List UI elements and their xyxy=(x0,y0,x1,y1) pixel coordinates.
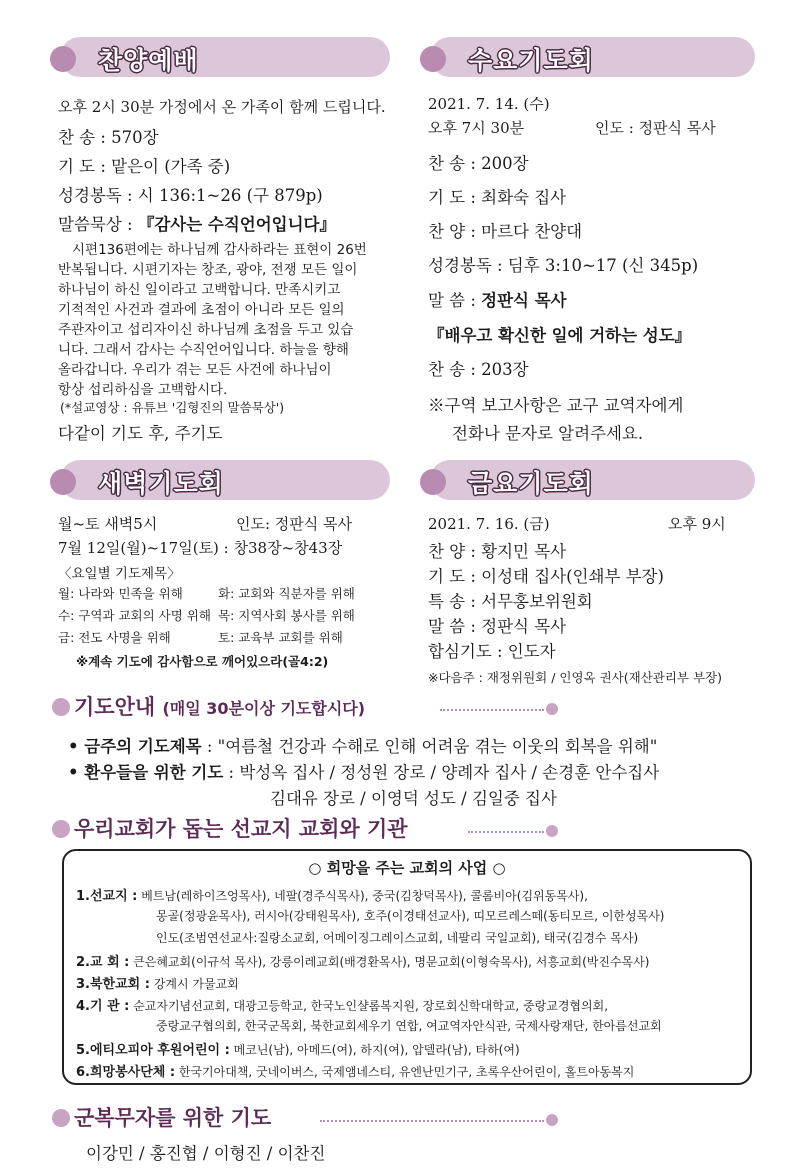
sunday-body-0: 시편136편에는 하나님께 감사하라는 표현이 26번 xyxy=(72,242,367,258)
mission-row-7 xyxy=(76,1039,520,1058)
section-dot-icon xyxy=(52,820,70,838)
sunday-body-5: 니다. 그래서 감사는 수직언어입니다. 하늘을 향해 xyxy=(58,342,349,358)
mission-row-7-label: 5.에티오피아 후원어린이 : xyxy=(76,1043,230,1058)
sunday-body-2: 하나님이 하신 일이라고 고백합니다. 만족시키고 xyxy=(58,282,341,298)
dawn-prayer-header xyxy=(60,460,390,500)
mission-row-1 xyxy=(156,907,664,924)
friday-line-1: 기 도 : 이성태 집사(인쇄부 부장) xyxy=(428,567,664,586)
bullet-dot-icon xyxy=(50,46,76,72)
sunday-sermon-title: 『감사는 수직언어입니다』 xyxy=(137,215,336,234)
wednesday-date: 2021. 7. 14. (수) xyxy=(428,95,550,113)
friday-line-3: 말 씀 : 정판식 목사 xyxy=(428,617,567,636)
prayer-guide-item-1 xyxy=(68,733,657,757)
wednesday-sermon-label: 말 씀 : xyxy=(428,291,482,310)
dotted-divider xyxy=(440,709,544,711)
mission-row-8-label: 6.희망봉사단체 : xyxy=(76,1065,176,1080)
missions-box-title: ○ 희망을 주는 교회의 사업 ○ xyxy=(308,859,506,877)
wednesday-leader: 인도 : 정판식 목사 xyxy=(595,119,716,137)
sunday-body-7: 항상 섭리하심을 고백합시다. xyxy=(58,382,228,398)
bullet-dot-icon xyxy=(420,46,446,72)
dawn-topics-header: 〈요일별 기도제목〉 xyxy=(58,566,181,582)
sunday-note: (*설교영상 : 유튜브 '김형진의 말씀묵상') xyxy=(60,400,285,415)
dawn-verse: ※계속 기도에 감사함으로 깨어있으라(골4:2) xyxy=(76,654,329,669)
mission-row-4-text: 강계시 가물교회 xyxy=(149,977,239,991)
prayer-guide-title: 기도안내 xyxy=(74,695,156,719)
dawn-topic-left-2: 금: 전도 사명을 위해 xyxy=(58,630,171,645)
divider-end-dot-icon xyxy=(546,825,558,837)
wednesday-hymn2: 찬 송 : 203장 xyxy=(428,360,529,379)
mission-row-1-text: 몽골(정광윤목사), 러시아(강태원목사), 호주(이경태선교사), 띠모르레스떼(동티모르, 이한성목사) xyxy=(156,909,665,923)
missions-heading: 우리교회가 돕는 선교지 교회와 기관 xyxy=(74,817,408,841)
mission-row-5-text: 순교자기념선교회, 대광고등학교, 한국노인샬롬복지원, 장로회신학대학교, 중랑교경협의회, xyxy=(129,999,609,1013)
missions-box xyxy=(62,849,752,1085)
prayer-guide-item-2-cont: 김대유 장로 / 이영덕 성도 / 김일중 집사 xyxy=(270,789,557,808)
section-dot-icon xyxy=(52,1109,70,1127)
prayer-guide-item-1-text: : "여름철 건강과 수해로 인해 어려움 겪는 이웃의 회복을 위해" xyxy=(201,737,658,756)
sunday-closing: 다같이 기도 후, 주기도 xyxy=(58,424,223,443)
mission-row-7-text: 메코닌(남), 아메드(여), 하지(여), 압델라(남), 타하(여) xyxy=(229,1043,520,1057)
prayer-guide-item-1-label: • 금주의 기도제목 xyxy=(68,737,202,756)
dawn-topic-right-0: 화: 교회와 직분자를 위해 xyxy=(218,586,355,601)
wednesday-line-2: 찬 양 : 마르다 찬양대 xyxy=(428,222,583,241)
wednesday-sermon-title: 『배우고 확신한 일에 거하는 성도』 xyxy=(428,326,692,345)
wednesday-prayer-title: 수요기도회 xyxy=(468,46,594,75)
dawn-topic-left-0: 월: 나라와 민족을 위해 xyxy=(58,586,183,601)
mission-row-4-label: 3.북한교회 : xyxy=(76,977,150,992)
wednesday-line-3: 성경봉독 : 딤후 3:10~17 (신 345p) xyxy=(428,256,699,275)
mission-row-3 xyxy=(76,951,649,970)
dawn-range: 7월 12일(월)~17일(토) : 창38장~창43장 xyxy=(58,539,343,557)
friday-date: 2021. 7. 16. (금) xyxy=(428,515,550,533)
friday-next-week: ※다음주 : 재정위원회 / 인영옥 권사(재산관리부 부장) xyxy=(428,670,722,685)
mission-row-2-text: 인도(조범연선교사:질랑소교회, 어메이징그레이스교회, 네팔리 국일교회), 태국(김경수 목사) xyxy=(156,931,639,945)
prayer-guide-subtitle: (매일 30분이상 기도합시다) xyxy=(162,699,366,718)
dotted-divider xyxy=(320,1120,544,1122)
friday-line-2: 특 송 : 서무홍보위원회 xyxy=(428,592,593,611)
friday-line-0: 찬 양 : 황지민 목사 xyxy=(428,542,567,561)
dawn-schedule: 월~토 새벽5시 xyxy=(58,515,158,533)
mission-row-0 xyxy=(76,885,588,904)
wednesday-time: 오후 7시 30분 xyxy=(428,119,525,137)
divider-end-dot-icon xyxy=(546,703,558,715)
dawn-prayer-title: 새벽기도회 xyxy=(98,469,224,498)
mission-row-3-text: 큰은혜교회(이규석 목사), 강릉이레교회(배경환목사), 명문교회(이형숙목사), 서흥교회(박진수목사) xyxy=(129,955,650,969)
mission-row-6-text: 중랑교구협의회, 한국군목회, 북한교회세우기 연합, 여교역자안식관, 국제사랑재단, 한아름선교회 xyxy=(156,1019,662,1033)
dotted-divider xyxy=(468,831,544,833)
wednesday-notice-2: 전화나 문자로 알려주세요. xyxy=(452,424,644,443)
mission-row-2 xyxy=(156,929,638,946)
sunday-sermon xyxy=(58,211,336,235)
military-heading: 군복무자를 위한 기도 xyxy=(74,1106,272,1130)
prayer-guide-item-2-text: : 박성옥 집사 / 정성원 장로 / 양례자 집사 / 손경훈 안수집사 xyxy=(223,763,660,782)
prayer-guide-item-2 xyxy=(68,759,659,783)
prayer-guide-heading xyxy=(74,691,365,721)
friday-time: 오후 9시 xyxy=(668,515,726,533)
wednesday-sermon xyxy=(428,287,567,311)
mission-row-8-text: 한국기아대책, 굿네이버스, 국제앰네스티, 유엔난민기구, 초록우산어린이, 홀트아동복지 xyxy=(175,1065,635,1079)
sunday-body-3: 기적적인 사건과 결과에 초점이 아니라 모든 일의 xyxy=(58,302,345,318)
sunday-sermon-label: 말씀묵상 : xyxy=(58,215,138,234)
dawn-leader: 인도: 정판식 목사 xyxy=(236,515,353,533)
sunday-worship-title: 찬양예배 xyxy=(98,46,199,75)
mission-row-8 xyxy=(76,1061,634,1080)
wednesday-prayer-header xyxy=(430,37,755,77)
dawn-topic-right-2: 토: 교육부 교회를 위해 xyxy=(218,630,343,645)
prayer-guide-item-2-label: • 환우들을 위한 기도 xyxy=(68,763,224,782)
mission-row-6 xyxy=(156,1017,662,1034)
bullet-dot-icon xyxy=(50,469,76,495)
mission-row-0-text: 베트남(레하이즈엉목사), 네팔(경주식목사), 중국(김창덕목사), 콜롬비아(김위동목사), xyxy=(137,889,588,903)
mission-row-4 xyxy=(76,973,239,992)
wednesday-notice-1: ※구역 보고사항은 교구 교역자에게 xyxy=(428,396,684,415)
friday-prayer-title: 금요기도회 xyxy=(468,469,594,498)
mission-row-5 xyxy=(76,995,608,1014)
dawn-topic-right-1: 목: 지역사회 봉사를 위해 xyxy=(218,608,355,623)
military-names: 이강민 / 홍진협 / 이형진 / 이찬진 xyxy=(86,1144,326,1163)
dawn-topic-left-1: 수: 구역과 교회의 사명 위해 xyxy=(58,608,211,623)
wednesday-line-1: 기 도 : 최화숙 집사 xyxy=(428,188,567,207)
sunday-line-3: 성경봉독 : 시 136:1~26 (구 879p) xyxy=(58,186,323,205)
wednesday-line-0: 찬 송 : 200장 xyxy=(428,154,529,173)
wednesday-sermon-preacher: 정판식 목사 xyxy=(481,291,567,310)
sunday-line-0: 오후 2시 30분 가정에서 온 가족이 함께 드립니다. xyxy=(58,98,386,116)
friday-prayer-header xyxy=(430,460,755,500)
section-dot-icon xyxy=(52,698,70,716)
mission-row-0-label: 1.선교지 : xyxy=(76,889,138,904)
sunday-line-2: 기 도 : 맡은이 (가족 중) xyxy=(58,157,231,176)
sunday-body-4: 주관자이고 섭리자이신 하나님께 초점을 두고 있습 xyxy=(58,322,354,338)
sunday-worship-header xyxy=(60,37,390,77)
mission-row-3-label: 2.교 회 : xyxy=(76,955,130,970)
sunday-body-1: 반복됩니다. 시편기자는 창조, 광야, 전쟁 모든 일이 xyxy=(58,262,358,278)
sunday-body-6: 올라갑니다. 우리가 겪는 모든 사건에 하나님이 xyxy=(58,362,332,378)
friday-line-4: 합심기도 : 인도자 xyxy=(428,642,556,661)
divider-end-dot-icon xyxy=(546,1114,558,1126)
sunday-line-1: 찬 송 : 570장 xyxy=(58,128,159,147)
bullet-dot-icon xyxy=(420,469,446,495)
mission-row-5-label: 4.기 관 : xyxy=(76,999,130,1014)
